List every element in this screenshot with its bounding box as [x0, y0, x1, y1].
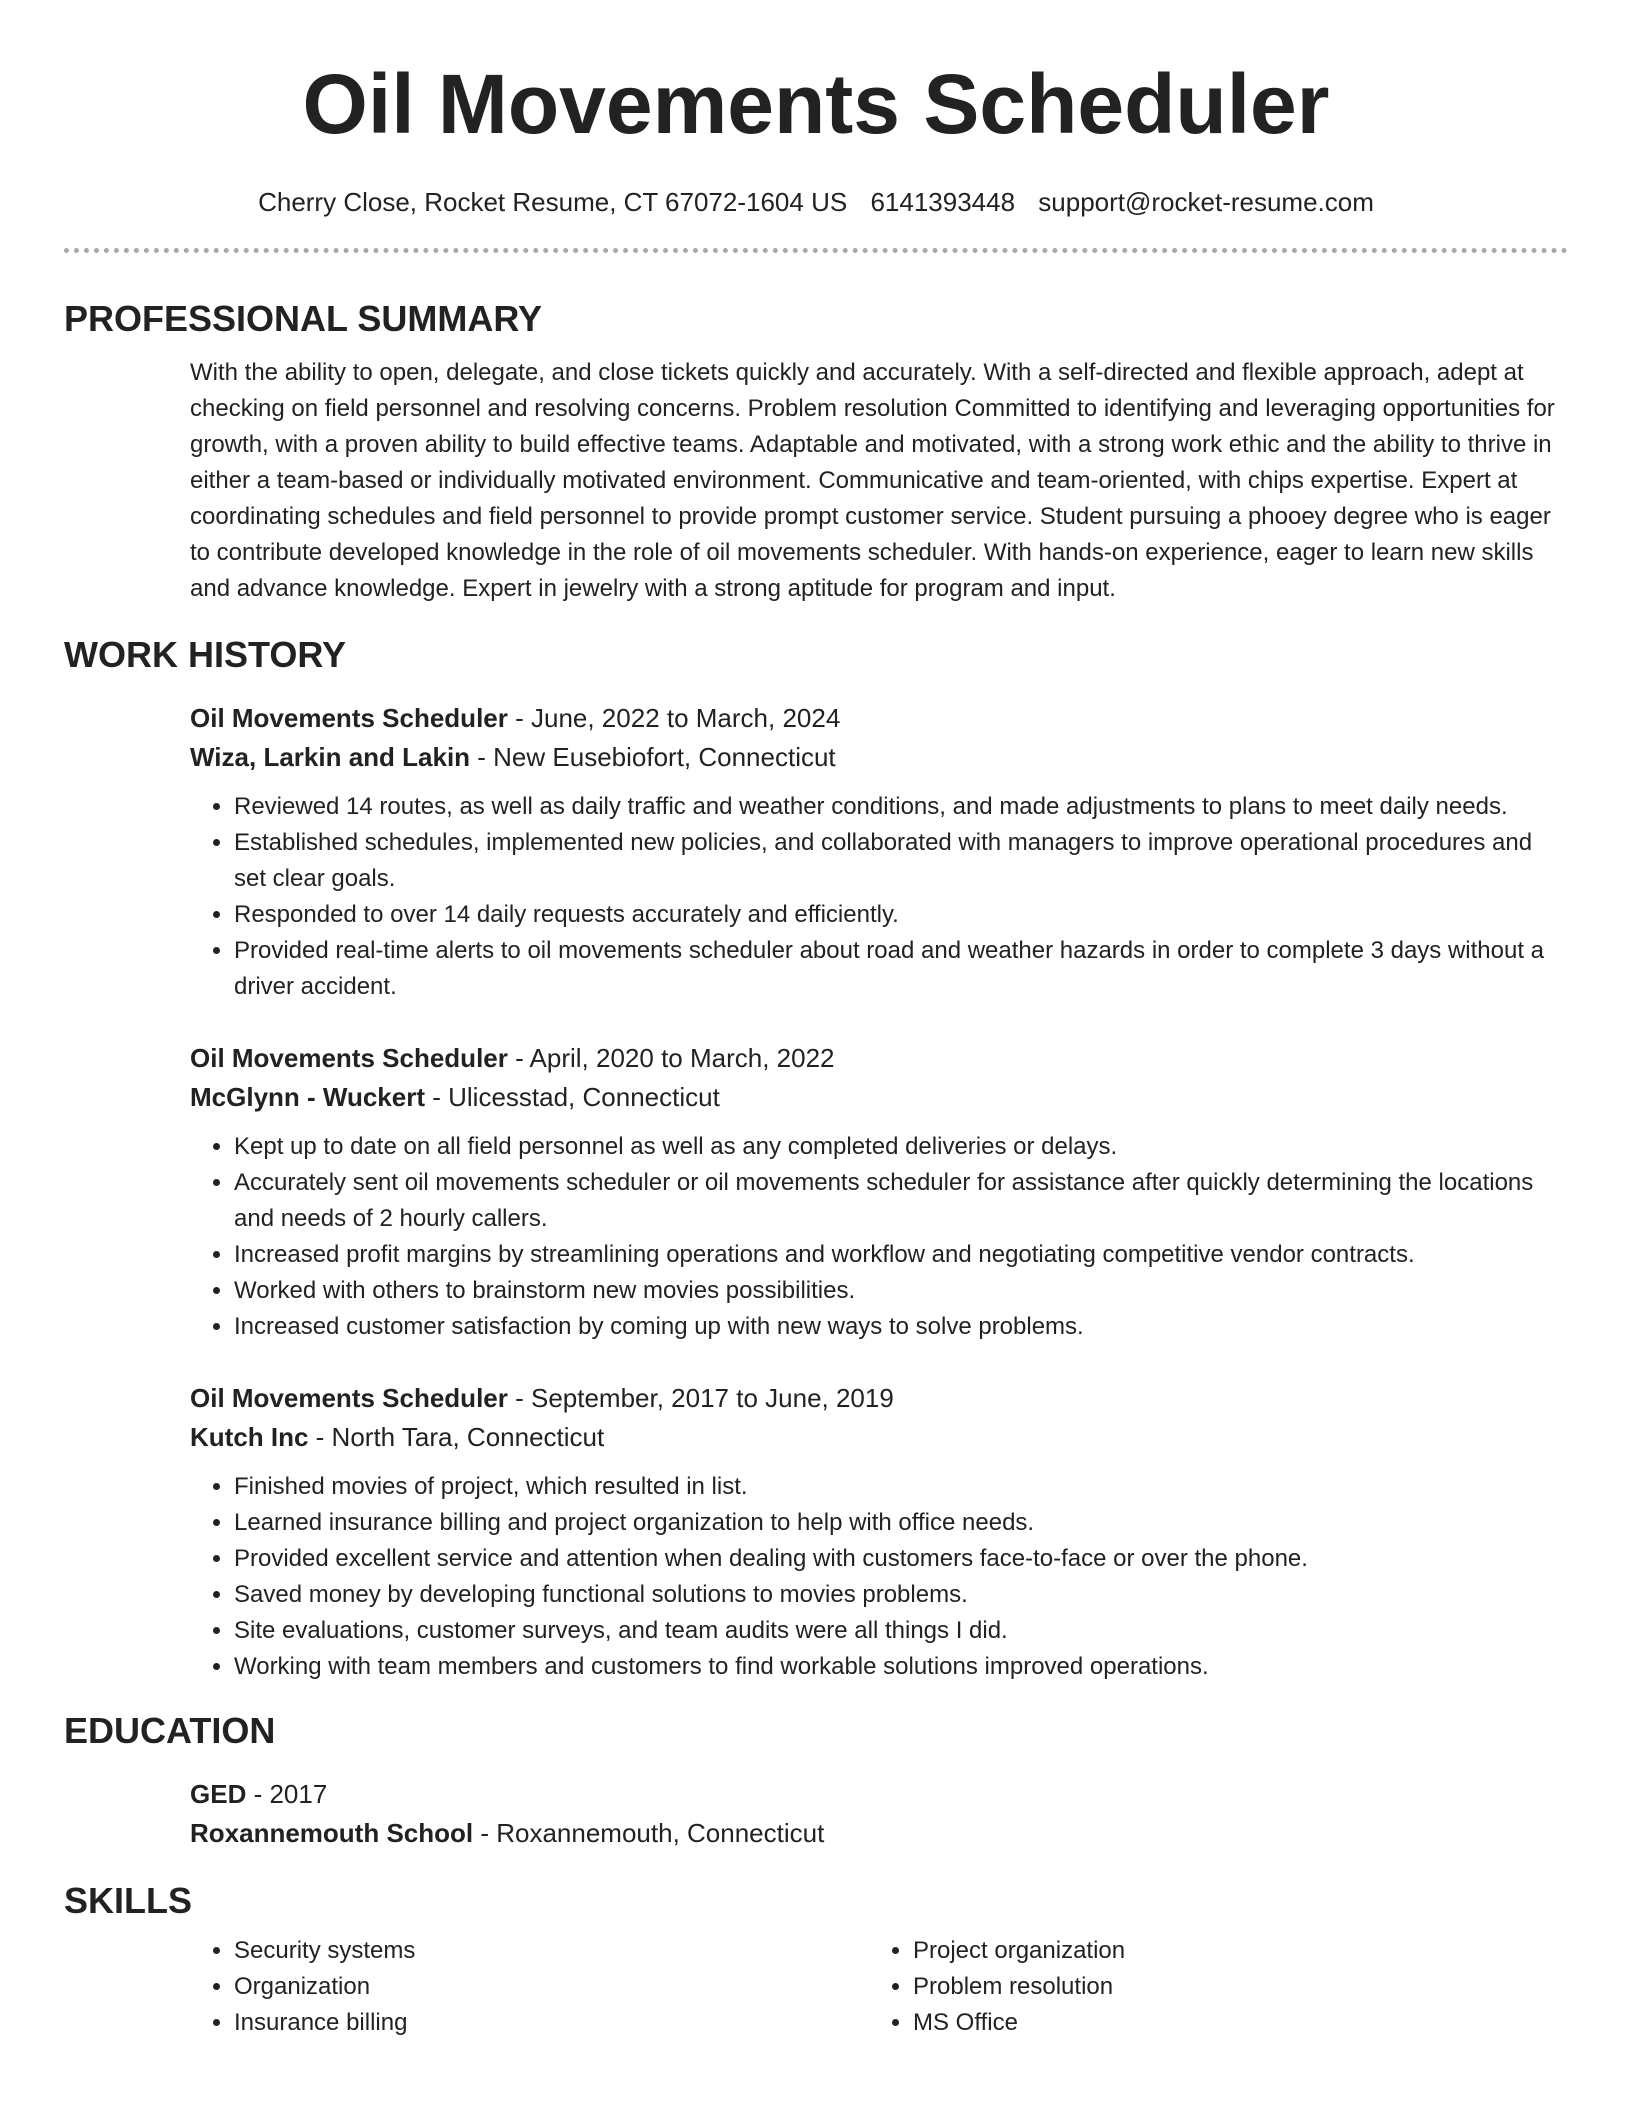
job-role: Oil Movements Scheduler [190, 1383, 508, 1413]
skills-column-right [869, 1933, 1568, 2041]
skills-grid [190, 1933, 1568, 2041]
job-role: Oil Movements Scheduler [190, 703, 508, 733]
skill-item: • Insurance billing [234, 2005, 869, 2041]
summary-text: With the ability to open, delegate, and close tickets quickly and accurately. With a self-directed and flexible approach, adept at checking on field personnel and resolving concerns. Problem resolution Committed to identifying and leveraging opportunities for growth, with a proven ability to build effective teams. Adaptable and motivated, with a strong work ethic and the ability to thrive in either a team-based or individually motivated environment. Communicative and team-oriented, with chips expertise. Expert at coordinating schedules and field personnel to provide prompt customer service. Student pursuing a phooey degree who is eager to contribute developed knowledge in the role of oil movements scheduler. With hands-on experience, eager to learn new skills and advance knowledge. Expert in jewelry with a strong aptitude for program and input. [190, 359, 1555, 602]
job-bullet: • Saved money by developing functional solutions to movies problems. [234, 1577, 1568, 1613]
job-bullet: • Responded to over 14 daily requests accurately and efficiently. [234, 897, 1568, 933]
job-bullet: • Working with team members and customers to find workable solutions improved operations. [234, 1649, 1568, 1685]
education-entry [190, 1775, 1568, 1853]
skill-item: • Problem resolution [913, 1969, 1568, 2005]
job-company: Wiza, Larkin and Lakin [190, 742, 471, 772]
job-title-line [190, 1379, 1568, 1418]
section-title-education: EDUCATION [64, 1710, 276, 1751]
skill-item: • Project organization [913, 1933, 1568, 1969]
contact-address: Cherry Close, Rocket Resume, CT 67072-1604 US [258, 187, 848, 217]
skill-item: • Security systems [234, 1933, 869, 1969]
contact-phone: 6141393448 [870, 187, 1016, 217]
contact-email: support@rocket-resume.com [1038, 187, 1374, 217]
skills-column-left [190, 1933, 869, 2041]
job-bullet: • Reviewed 14 routes, as well as daily traffic and weather conditions, and made adjustments to plans to meet daily needs. [234, 789, 1568, 825]
contact-line [64, 186, 1568, 218]
summary-section [64, 297, 1568, 607]
education-school: Roxannemouth School [190, 1818, 474, 1848]
education-degree-line [190, 1775, 1568, 1814]
job-entry [190, 1379, 1568, 1685]
job-bullet: • Kept up to date on all field personnel as well as any completed deliveries or delays. [234, 1129, 1568, 1165]
job-location: - Ulicesstad, Connecticut [425, 1082, 720, 1112]
job-location: - New Eusebiofort, Connecticut [470, 742, 836, 772]
job-bullet: • Worked with others to brainstorm new movies possibilities. [234, 1273, 1568, 1309]
education-year: - 2017 [246, 1779, 328, 1809]
skills-section [64, 1879, 1568, 2041]
education-location: - Roxannemouth, Connecticut [473, 1818, 825, 1848]
job-dates: - September, 2017 to June, 2019 [507, 1383, 894, 1413]
job-entry [190, 1039, 1568, 1345]
job-company-line [190, 1418, 1568, 1457]
job-location: - North Tara, Connecticut [308, 1422, 605, 1452]
job-company-line [190, 738, 1568, 777]
job-bullet: • Learned insurance billing and project organization to help with office needs. [234, 1505, 1568, 1541]
job-bullet: • Provided excellent service and attention when dealing with customers face-to-face or over the phone. [234, 1541, 1568, 1577]
job-dates: - April, 2020 to March, 2022 [507, 1043, 835, 1073]
skill-item: • Organization [234, 1969, 869, 2005]
job-bullets [190, 1469, 1568, 1685]
job-company: McGlynn - Wuckert [190, 1082, 426, 1112]
job-bullet: • Site evaluations, customer surveys, and team audits were all things I did. [234, 1613, 1568, 1649]
skill-item: • MS Office [913, 2005, 1568, 2041]
section-title-work-history: WORK HISTORY [64, 634, 347, 675]
job-company-line [190, 1078, 1568, 1117]
job-bullet: • Increased profit margins by streamlining operations and workflow and negotiating competitive vendor contracts. [234, 1237, 1568, 1273]
job-role: Oil Movements Scheduler [190, 1043, 508, 1073]
section-title-summary: PROFESSIONAL SUMMARY [64, 298, 543, 339]
job-bullet: • Provided real-time alerts to oil movements scheduler about road and weather hazards in order to complete 3 days without a driver accident. [234, 933, 1568, 1005]
education-degree: GED [190, 1779, 247, 1809]
job-bullets [190, 789, 1568, 1005]
work-history-section [64, 633, 1568, 1685]
resume-name: Oil Movements Scheduler [302, 57, 1330, 151]
job-bullet: • Established schedules, implemented new policies, and collaborated with managers to improve operational procedures and set clear goals. [234, 825, 1568, 897]
job-bullet: • Finished movies of project, which resulted in list. [234, 1469, 1568, 1505]
job-title-line [190, 1039, 1568, 1078]
job-title-line [190, 699, 1568, 738]
job-bullet: • Increased customer satisfaction by coming up with new ways to solve problems. [234, 1309, 1568, 1345]
education-section [64, 1709, 1568, 1853]
job-bullet: • Accurately sent oil movements scheduler or oil movements scheduler for assistance after quickly determining the locations and needs of 2 hourly callers. [234, 1165, 1568, 1237]
section-title-skills: SKILLS [64, 1880, 193, 1921]
education-school-line [190, 1814, 1568, 1853]
job-dates: - June, 2022 to March, 2024 [507, 703, 841, 733]
job-entry [190, 699, 1568, 1005]
header-divider [64, 248, 1568, 253]
job-company: Kutch Inc [190, 1422, 309, 1452]
job-bullets [190, 1129, 1568, 1345]
